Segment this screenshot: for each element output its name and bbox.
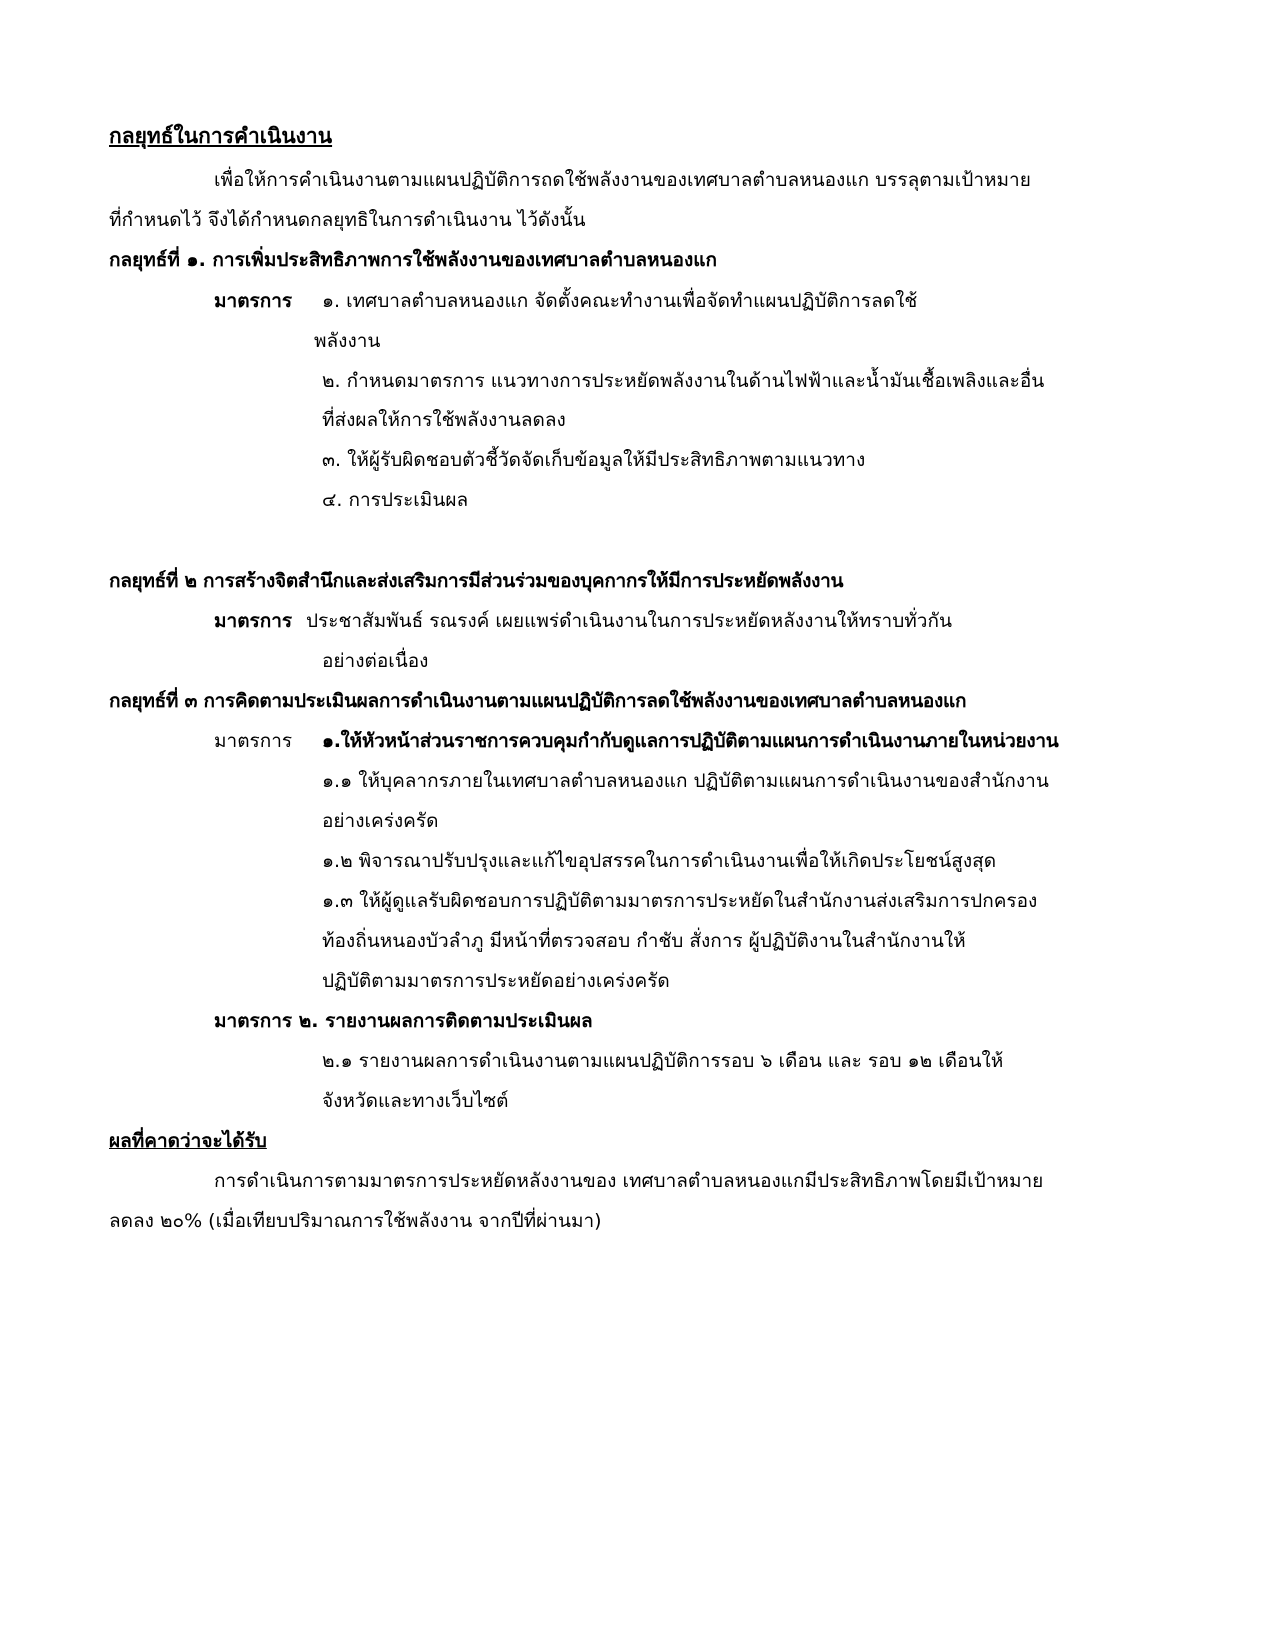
strategy-1-measure-label: มาตรการ xyxy=(214,290,293,312)
expected-results-line-2: ลดลง ๒๐% (เมื่อเทียบปริมาณการใช้พลังงาน จากปีที่ผ่านมา) xyxy=(109,1210,602,1232)
strategy-3-item-2-1-line-2: จังหวัดและทางเว็บไซต์ xyxy=(322,1090,509,1112)
strategy-3-measure-2: มาตรการ ๒. รายงานผลการติดตามประเมินผล xyxy=(214,1010,593,1032)
strategy-2-title: กลยุทธ์ที่ ๒ การสร้างจิตสำนึกและส่งเสริมการมีส่วนร่วมของบุคกากรให้มีการประหยัดพลังงาน xyxy=(109,570,844,592)
strategy-2-measure-line-2: อย่างต่อเนื่อง xyxy=(322,650,429,672)
strategy-3-item-2-1-line-1: ๒.๑ รายงานผลการดำเนินงานตามแผนปฏิบัติการรอบ ๖ เดือน และ รอบ ๑๒ เดือนให้ xyxy=(322,1050,1004,1072)
strategy-1-measure-1-line-2: พลังงาน xyxy=(314,330,381,352)
strategy-3-measure-1-text: ๑.ให้หัวหน้าส่วนราชการควบคุมกำกับดูแลการปฏิบัติตามแผนการดำเนินงานภายในหน่วยงาน xyxy=(322,730,1059,752)
strategy-2-measure-line-1: ประชาสัมพันธ์ รณรงค์ เผยแพร่ดำเนินงานในการประหยัดหลังงานให้ทราบทั่วกัน xyxy=(306,610,952,632)
expected-results-title: ผลที่คาดว่าจะได้รับ xyxy=(109,1130,267,1152)
strategy-1-measure-3: ๓. ให้ผู้รับผิดชอบตัวชี้วัดจัดเก็บข้อมูลให้มีประสิทธิภาพตามแนวทาง xyxy=(322,449,866,471)
intro-line-2: ที่กำหนดไว้ จึงได้กำหนดกลยุทธิในการดำเนินงาน ไว้ดังนั้น xyxy=(109,209,586,231)
strategy-1-measure-1-line-1: ๑. เทศบาลตำบลหนองแก จัดตั้งคณะทำงานเพื่อจัดทำแผนปฏิบัติการลดใช้ xyxy=(322,290,918,312)
strategy-3-item-1-2: ๑.๒ พิจารณาปรับปรุงและแก้ไขอุปสรรคในการดำเนินงานเพื่อให้เกิดประโยชน์สูงสุด xyxy=(322,850,997,872)
strategy-3-title: กลยุทธ์ที่ ๓ การคิดตามประเมินผลการดำเนินงานตามแผนปฏิบัติการลดใช้พลังงานของเทศบาลตำบลหนองแก xyxy=(109,690,967,712)
strategy-2-measure-label: มาตรการ xyxy=(214,610,293,632)
expected-results-line-1: การดำเนินการตามมาตรการประหยัดหลังงานของ เทศบาลตำบลหนองแกมีประสิทธิภาพโดยมีเป้าหมาย xyxy=(214,1170,1044,1192)
strategy-1-measure-2-line-2: ที่ส่งผลให้การใช้พลังงานลดลง xyxy=(322,409,566,431)
strategy-1-title: กลยุทธ์ที่ ๑. การเพิ่มประสิทธิภาพการใช้พลังงานของเทศบาลตำบลหนองแก xyxy=(109,249,717,271)
strategy-3-item-1-3-line-1: ๑.๓ ให้ผู้ดูแลรับผิดชอบการปฏิบัติตามมาตรการประหยัดในสำนักงานส่งเสริมการปกครอง xyxy=(322,890,1038,912)
strategy-1-measure-4: ๔. การประเมินผล xyxy=(322,489,469,511)
strategy-3-item-1-1-line-1: ๑.๑ ให้บุคลากรภายในเทศบาลตำบลหนองแก ปฏิบัติตามแผนการดำเนินงานของสำนักงาน xyxy=(322,770,1049,792)
strategy-3-item-1-1-line-2: อย่างเคร่งครัด xyxy=(322,810,439,832)
strategy-3-item-1-3-line-2: ท้องถิ่นหนองบัวลำภู มีหน้าที่ตรวจสอบ กำชับ สั่งการ ผู้ปฏิบัติงานในสำนักงานให้ xyxy=(322,930,966,952)
section-title: กลยุทธ์ในการคำเนินงาน xyxy=(109,124,333,148)
strategy-1-measure-2-line-1: ๒. กำหนดมาตรการ แนวทางการประหยัดพลังงานในด้านไฟฟ้าและน้ำมันเชื้อเพลิงและอื่น xyxy=(322,370,1045,392)
strategy-3-item-1-3-line-3: ปฏิบัติตามมาตรการประหยัดอย่างเคร่งครัด xyxy=(322,970,670,992)
strategy-3-measure-1-label: มาตรการ xyxy=(214,730,293,752)
intro-line-1: เพื่อให้การคำเนินงานตามแผนปฏิบัติการถดใช้พลังงานของเทศบาลตำบลหนองแก บรรลุตามเป้าหมาย xyxy=(214,169,1031,191)
